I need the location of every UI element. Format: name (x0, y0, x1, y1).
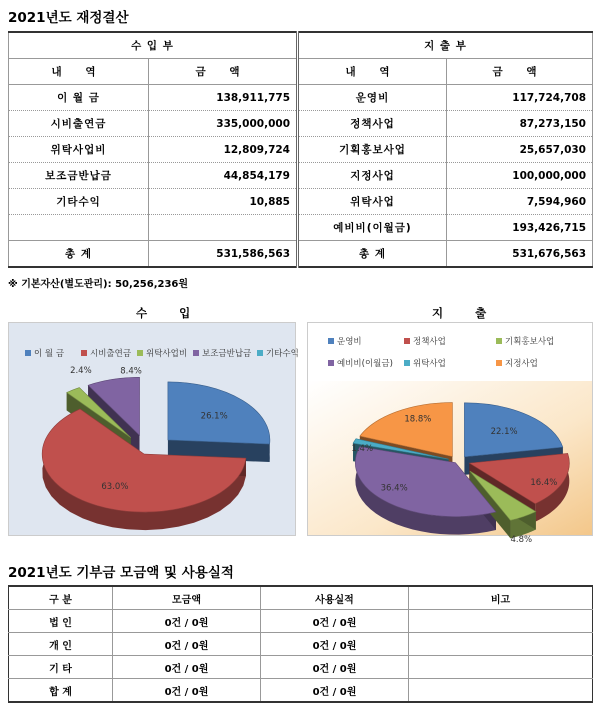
expense-label: 정책사업 (298, 111, 447, 137)
header-used: 사용실적 (261, 586, 409, 610)
pie-data-label: 4.8% (510, 535, 533, 546)
row-used: 0건 / 0원 (261, 679, 409, 703)
row-remarks (409, 610, 593, 633)
expense-amount: 193,426,715 (447, 215, 593, 241)
row-category: 기 타 (9, 656, 113, 679)
income-label: 이 월 금 (9, 85, 149, 111)
legend-label: 운영비 (337, 337, 362, 347)
row-used: 0건 / 0원 (261, 656, 409, 679)
pie-data-label: 2.4% (70, 366, 92, 377)
income-label: 위탁사업비 (9, 137, 149, 163)
expense-pie-chart (308, 323, 592, 546)
legend-swatch (81, 350, 87, 356)
legend-label: 기획홍보사업 (505, 337, 555, 347)
table-row (9, 610, 593, 633)
legend-swatch (25, 350, 31, 356)
settlement-title: 2021년도 재정결산 (8, 10, 129, 26)
income-amount: 12,809,724 (149, 137, 298, 163)
row-category: 법 인 (9, 610, 113, 633)
expense-header: 지 출 부 (298, 32, 593, 59)
income-amount: 335,000,000 (149, 111, 298, 137)
legend-label: 위탁사업비 (146, 349, 188, 359)
row-raised: 0건 / 0원 (113, 633, 261, 656)
legend-label: 기타수익 (266, 349, 299, 359)
legend-label: 정책사업 (413, 337, 446, 347)
row-category: 개 인 (9, 633, 113, 656)
income-label (9, 215, 149, 241)
table-row (9, 656, 593, 679)
settlement-table (8, 31, 593, 268)
legend-label: 보조금반납금 (202, 349, 252, 359)
income-amount (149, 215, 298, 241)
legend-label: 위탁사업 (413, 359, 446, 369)
pie-data-label: 36.4% (380, 483, 408, 494)
income-chart-title: 수 입 (136, 306, 205, 320)
income-label: 보조금반납금 (9, 163, 149, 189)
legend-swatch (328, 338, 334, 344)
expense-chart-title: 지 출 (432, 306, 501, 320)
table-row (9, 85, 593, 111)
header-remarks: 비고 (409, 586, 593, 610)
legend-label: 예비비(이월금) (337, 359, 393, 369)
expense-label: 예비비(이월금) (298, 215, 447, 241)
legend-swatch (496, 338, 502, 344)
table-row (9, 679, 593, 703)
pie-data-label: 22.1% (490, 427, 518, 438)
legend-swatch (137, 350, 143, 356)
pie-data-label: 16.4% (530, 478, 558, 489)
income-label: 시비출연금 (9, 111, 149, 137)
expense-amount: 87,273,150 (447, 111, 593, 137)
legend-label: 이 월 금 (34, 349, 65, 359)
row-remarks (409, 633, 593, 656)
row-remarks (409, 679, 593, 703)
legend-swatch (193, 350, 199, 356)
expense-amount: 25,657,030 (447, 137, 593, 163)
donations-table (8, 585, 593, 703)
expense-label: 지정사업 (298, 163, 447, 189)
header-raised: 모금액 (113, 586, 261, 610)
table-row (9, 189, 593, 215)
header-category: 구 분 (9, 586, 113, 610)
table-header-row (9, 586, 593, 610)
table-row (9, 163, 593, 189)
pie-data-label: 18.8% (404, 414, 432, 425)
income-total-label: 총 계 (9, 241, 149, 268)
donations-title: 2021년도 기부금 모금액 및 사용실적 (8, 565, 234, 581)
expense-label: 기획홍보사업 (298, 137, 447, 163)
income-chart-box (8, 322, 299, 536)
expense-amount: 117,724,708 (447, 85, 593, 111)
pie-data-label: 63.0% (101, 481, 129, 492)
income-label: 기타수익 (9, 189, 149, 215)
legend-swatch (257, 350, 263, 356)
income-header: 수 입 부 (9, 32, 298, 59)
pie-data-label: 26.1% (200, 411, 228, 422)
legend-swatch (404, 338, 410, 344)
table-row (9, 137, 593, 163)
expense-amount: 7,594,960 (447, 189, 593, 215)
table-row (9, 215, 593, 241)
expense-label: 위탁사업 (298, 189, 447, 215)
pie-data-label: 1.4% (351, 443, 374, 454)
expense-amount: 100,000,000 (447, 163, 593, 189)
income-amount-header: 금 액 (149, 59, 298, 85)
table-row (9, 633, 593, 656)
row-category: 합 계 (9, 679, 113, 703)
income-amount: 10,885 (149, 189, 298, 215)
expense-total: 531,676,563 (447, 241, 593, 268)
row-raised: 0건 / 0원 (113, 610, 261, 633)
row-used: 0건 / 0원 (261, 633, 409, 656)
legend-label: 시비출연금 (90, 349, 132, 359)
income-pie-chart (9, 323, 299, 535)
expense-item-header: 내 역 (298, 59, 447, 85)
income-amount: 44,854,179 (149, 163, 298, 189)
legend-swatch (328, 360, 334, 366)
row-used: 0건 / 0원 (261, 610, 409, 633)
total-row (9, 241, 593, 268)
expense-total-label: 총 계 (298, 241, 447, 268)
expense-label: 운영비 (298, 85, 447, 111)
expense-amount-header: 금 액 (447, 59, 593, 85)
legend-swatch (404, 360, 410, 366)
income-amount: 138,911,775 (149, 85, 298, 111)
row-raised: 0건 / 0원 (113, 679, 261, 703)
row-remarks (409, 656, 593, 679)
basic-assets-note: ※ 기본자산(별도관리): 50,256,236원 (8, 279, 189, 290)
expense-chart-box (307, 322, 593, 546)
income-item-header: 내 역 (9, 59, 149, 85)
pie-data-label: 8.4% (120, 366, 142, 377)
legend-swatch (496, 360, 502, 366)
income-total: 531,586,563 (149, 241, 298, 268)
legend-label: 지정사업 (505, 359, 538, 369)
table-row (9, 111, 593, 137)
row-raised: 0건 / 0원 (113, 656, 261, 679)
